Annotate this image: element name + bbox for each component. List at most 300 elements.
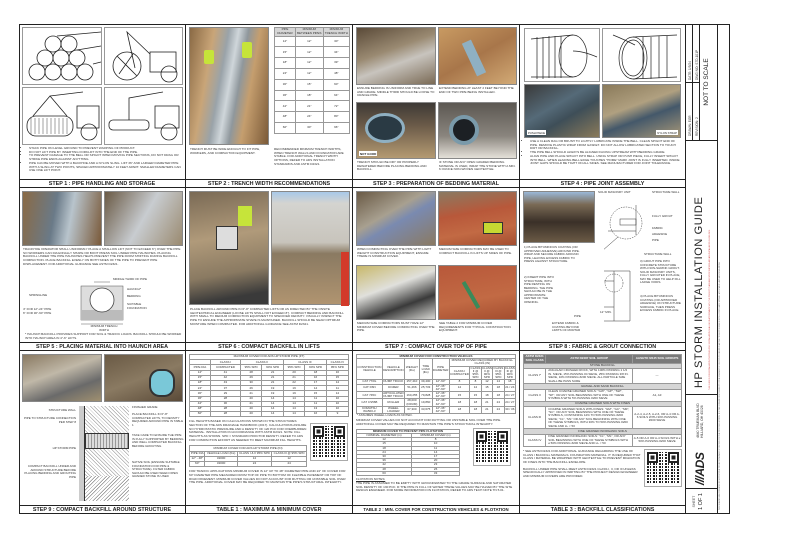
table-cell: 21" bbox=[295, 101, 323, 112]
compact-photo-4 bbox=[438, 265, 517, 320]
table-cell: 39" bbox=[323, 58, 349, 69]
table-cell: 42 bbox=[357, 463, 412, 467]
table-cell: 24" bbox=[275, 68, 296, 79]
pipe-diameter: 12"-36" bbox=[435, 391, 446, 396]
table-row bbox=[275, 68, 350, 79]
bedding-photo-3 bbox=[356, 102, 436, 159]
table-cell: 36 bbox=[357, 459, 412, 463]
table-cell: 15" bbox=[275, 47, 296, 58]
column-header: PIPE DIA bbox=[190, 365, 211, 370]
table-cell: 18 bbox=[493, 392, 504, 399]
table1-note: FILL HEIGHTS BASED ON CALCULATIONS SHOWN IN THE STRUCTURES SECTION OF THE ADS DRAINAGE HANDBOOK (2017). CALCULATIONS ASSUME NO HYDROSTATIC PRESSURE AND A DENSITY OF 120 PCF FOR OVERBURDEN MATERIAL. INSTALLATION IN ACCORDANCE WITH ASTM D2321. NOTE: FILL HEIGHTS AS SHOWN. SPD = STANDARD PROCTOR DENSITY. REFER TO ADS FOR COMPACTION EFFORT AS NEEDED TO MEET MAXIMUM FILL HEIGHTS. bbox=[189, 419, 307, 442]
table-cell: 160,255 bbox=[404, 392, 419, 399]
table-cell: DOZER bbox=[382, 384, 404, 391]
structure-wall-label-2: STRUCTURE WALL bbox=[644, 252, 672, 256]
table-cell: 18" bbox=[295, 90, 323, 101]
table-cell: 14 bbox=[326, 380, 348, 385]
table-cell: 21 bbox=[262, 370, 283, 375]
table-cell: 30" bbox=[323, 36, 349, 47]
table-cell: 25,733 bbox=[419, 384, 432, 391]
address-line-1: 4640 TRUEMAN BLVD bbox=[696, 403, 700, 438]
class-header: CLASS I bbox=[210, 360, 240, 365]
table-row bbox=[275, 112, 350, 123]
table-footnote: * ASSUMES WHEEL LOADS AS NOTED. bbox=[356, 413, 413, 418]
table-row bbox=[275, 79, 350, 90]
revision-block bbox=[686, 24, 717, 140]
table-cell: 22 bbox=[283, 380, 304, 385]
column-header: PIPE DIAMETER bbox=[275, 28, 296, 37]
table-cell: 48" bbox=[275, 112, 296, 123]
table-cell: ARTICULATED DUMP TRUCK bbox=[383, 391, 404, 399]
revision: REVISION: 2 bbox=[694, 117, 699, 136]
table-cell: 15 bbox=[470, 392, 481, 399]
table-cell: 41 bbox=[210, 370, 240, 375]
soil-class: CLASS III bbox=[524, 407, 546, 429]
table-cell: 36" bbox=[275, 90, 296, 101]
step6-panel bbox=[186, 188, 353, 342]
structure-backfill-diagram bbox=[79, 406, 129, 501]
table-row bbox=[275, 101, 350, 112]
table-cell: 21 / 24 bbox=[504, 384, 515, 391]
address-line-2: HILLIARD, OH 43026 bbox=[700, 405, 705, 438]
table-cell: 21 bbox=[240, 391, 261, 396]
table-cell: 12" bbox=[295, 68, 323, 79]
step5-panel bbox=[19, 188, 186, 342]
coating-note: 4) PLACE BITUMINOUS COATING (OR APPROVED ADHESIVE) ON STRUCTURE SURFACE, THEN PRESS EXCESS FABRIC IN PLACE. bbox=[640, 294, 681, 312]
column-header: CLASS I COMPACTED bbox=[449, 366, 470, 380]
table-cell: 15 bbox=[449, 392, 470, 399]
table-cell: 51,466 bbox=[404, 384, 419, 391]
column-header: CONSTRUCTION VEHICLE bbox=[357, 359, 383, 380]
table-cell: 60" bbox=[323, 79, 349, 90]
table-cell: 32000 bbox=[205, 462, 237, 467]
step6-text: PLACE BACKFILL AROUND PIPE IN 6"-8" COMPACTED LIFTS OR AS DIRECTED BY THE ONSITE GEOTECHNICAL ENGINEER (LOOSE LIFTS SHALL NOT EXCEED 8"). COMPACT BEDDING AND BACKFILL WITH SMALL TO MEDIUM COMPACTION EQUIPMENT TO SPECIFIED DENSITY. VISUALLY INSPECT THE PIPE TO ENSURE THE APPROPRIATE SHAPE IS MAINTAINED. BACKFILL SHOULD BE NEAR OPTIMUM MOISTURE WHEN COMPACTED. FOR ADDITIONAL GUIDANCE SEE ASTM D2321. bbox=[190, 307, 344, 326]
table-cell: 48 bbox=[357, 467, 412, 471]
bedding-photo-4 bbox=[438, 102, 517, 159]
pipe-diameter: 42"-60" bbox=[435, 394, 446, 399]
pipe-diameter-cell bbox=[432, 406, 449, 413]
table-cell: 39,400 bbox=[421, 379, 431, 384]
flotation-table bbox=[356, 429, 460, 476]
table-caption: MINIMUM COVER TO PREVENT PIPE FLOTATION bbox=[357, 429, 460, 433]
aashto-group: --- bbox=[633, 368, 682, 384]
table-cell: 30" bbox=[275, 79, 296, 90]
table-caption: MINIMUM COVER FOR ADS HP STORM PIPE (IN) bbox=[190, 446, 307, 451]
table-cell: 21 bbox=[283, 375, 304, 380]
insert-note: 2) INSERT PIPE INTO STRUCTURE, WITH PIPE RESTING ON BEDDING. THE PIPE SHOULD BE IN THE APPROXIMATE CENTER OF THE OPENING. bbox=[524, 275, 555, 304]
column-header: MINIMUM TRENCH WIDTH bbox=[324, 27, 348, 35]
step1-bullets bbox=[23, 147, 183, 173]
table-cell: 11 bbox=[326, 386, 348, 391]
table-cell: 14 bbox=[493, 380, 504, 384]
column-header: MINIMUM COVER (in) bbox=[412, 434, 460, 438]
connection-label: PIPE TO STRUCTURE CONNECTION PER STEP 8 bbox=[23, 416, 76, 424]
flotation-notes-title: FLOTATION NOTES: bbox=[356, 477, 386, 482]
pipe-label-2: PIPE bbox=[574, 314, 581, 318]
grout-note: 3) GROUT PIPE INTO CONCRETE STRUCTURE WITH NON-SHRINK GROUT. SOLID MASONRY UNITS, FULLY GROUTED IN PLACE, MAY BE USED TO HELP FILL LARGE VOIDS. bbox=[640, 259, 681, 284]
bedding-photo-2 bbox=[438, 27, 517, 85]
table-cell: 60 bbox=[357, 471, 412, 475]
step3-title: STEP 3 : PREPARATION OF BEDDING MATERIAL bbox=[353, 179, 520, 188]
table-cell: 12 bbox=[237, 456, 272, 461]
table-cell: 17 bbox=[412, 455, 460, 459]
soil-description: FINE GRAINED INORGANIC SOILS: "CL", "ML", OR ANY SOIL BEGINNING WITH ONE OF THESE SYMBOLS WITH ≥ 50% PASSING #200 SIEVE AND LL < 50 bbox=[546, 434, 633, 446]
step7-caption-3: MEDIUM SIZE COMPACTORS MUST HAVE 12" MINIMUM COVER BEFORE COMPACTING OVER THE PIPE. bbox=[357, 321, 435, 333]
table1-panel bbox=[186, 351, 353, 505]
table-cell: 18 bbox=[357, 446, 412, 450]
haunch-photo-1 bbox=[22, 191, 102, 246]
table-cell: 19 bbox=[262, 391, 283, 396]
table-row bbox=[275, 28, 350, 37]
group-heading: GRAVEL AND SAND BACKFILL bbox=[524, 384, 682, 389]
table-cell: 12 bbox=[272, 456, 307, 461]
table-cell: 12" bbox=[275, 36, 296, 47]
table-cell: 14 bbox=[283, 412, 304, 417]
table-cell: 30 bbox=[210, 401, 240, 406]
qr-code bbox=[474, 429, 510, 465]
table-cell: 8 bbox=[449, 380, 470, 384]
table-cell: 28 bbox=[210, 406, 240, 411]
table-cell: 14 bbox=[305, 386, 326, 391]
table3-note-1: * SEE ASTM D2321 FOR ADDITIONAL GUIDANCE REGARDING THE USE OF CLASS I BACKFILL MATERIALS. FOUNDATION MATERIAL. IT IS REQUIRED THAT CLASS I MATERIAL BE WRAPPED WITH GEOTEXTILE TO PREVENT MIGRATION OF FINES INTO THE BACKFILL ENVELOPE. bbox=[523, 448, 641, 464]
column-header: COMPACTED bbox=[210, 365, 240, 370]
red-note: THIS GUIDE IS FOR INSTALLATION PURPOSES ONLY. INSTALLATION SHALL BE IN ACCORDANCE WITH THE PROJECT PLANS AND SPECIFICATIONS AND ADS INSTALLATION GUIDELINES. bbox=[709, 229, 711, 390]
table-cell: 12 bbox=[357, 438, 412, 442]
column-header: WEIGHT (lbs) bbox=[404, 359, 419, 380]
structure-wall-label: STRUCTURE WALL bbox=[48, 408, 76, 412]
table3-title: TABLE 3 : BACKFILL CLASSIFICATIONS bbox=[520, 505, 686, 514]
table-cell: 18 bbox=[449, 406, 470, 413]
table-cell: 26 bbox=[412, 467, 460, 471]
table-cell: 32000 bbox=[205, 456, 237, 461]
place-backfill-label: PLACE BACKFILL IN 6"-8" COMPACTED LIFTS, TO DENSITY REQUIRED AROUND PIPE IN TABLE 1 bbox=[132, 412, 184, 427]
column-header: PIPE DIA bbox=[190, 451, 204, 456]
table-cell: 28 bbox=[240, 370, 261, 375]
table-cell: 29 bbox=[210, 391, 240, 396]
structure-photo-2 bbox=[104, 354, 183, 402]
backfill-class-table bbox=[523, 354, 682, 447]
table-cell: CAT CS56B bbox=[357, 399, 383, 406]
forklift-warning-drawing bbox=[104, 27, 183, 85]
column-header: NOMINAL DIAMETER (in) bbox=[357, 434, 412, 438]
table-cell: 42" bbox=[190, 401, 211, 406]
table-row bbox=[357, 359, 516, 366]
group-heading: COARSE GRAINED SOILS WITH FINES bbox=[524, 401, 682, 406]
aashto-group: A1, A3 bbox=[633, 389, 682, 401]
pipe-stack-drawing bbox=[22, 27, 102, 85]
table-cell: 19 bbox=[283, 386, 304, 391]
step7-caption-2: MEDIUM SIZE COMPACTORS MAY BE USED TO COMPACT BACKFILL IN LIFTS UP SIDES OF PIPE. bbox=[439, 247, 512, 255]
grout-label: FULLY GROUT bbox=[652, 214, 673, 218]
backfill-lifts-photo bbox=[271, 191, 350, 305]
table1-title: TABLE 1 : MAXIMUM & MINIMUM COVER bbox=[186, 505, 353, 514]
table-cell: 12" bbox=[190, 370, 211, 375]
table-cell: 15" bbox=[190, 375, 211, 380]
table-cell: 33 bbox=[412, 471, 460, 475]
pipe-label: PIPE bbox=[652, 238, 659, 242]
column-header: CLASS II @ 95% SPD bbox=[470, 365, 481, 380]
table-cell: 19 bbox=[283, 391, 304, 396]
bullet: • TO PREVENT DAMAGE TO THE BELL OR SPIGOT WHEN MOVING PIPE SECTIONS, DO NOT DRAG OR STRIKE PIPE ENDS AGAINST ANYTHING. bbox=[29, 154, 183, 161]
table-cell: 42" bbox=[275, 101, 296, 112]
table-cell: 8 bbox=[412, 438, 460, 442]
table-row bbox=[524, 407, 682, 429]
masonry-label: SOLID MASONRY UNIT bbox=[598, 190, 631, 194]
table-cell: 14 bbox=[283, 401, 304, 406]
compact-label: COMPACT BACKFILL UNDER AND AROUND STRUCTURE BEFORE PLACING BEDDING AND GROUTING PIPE bbox=[24, 464, 76, 479]
table-cell: 18 bbox=[493, 384, 504, 391]
push-piece-photo bbox=[524, 84, 600, 138]
table-cell: 43 bbox=[210, 380, 240, 385]
step3-caption-3: TRENCH SHOULD BE DRY OR PROPERLY DEWATERED BEFORE PLACING BEDDING AND BACKFILL. bbox=[357, 160, 427, 172]
soil-description: CLEAN COARSE GRAINED SOILS: "GW", "GP", "SW", "SP", OR ANY SOIL BEGINNING WITH ONE OF THESE SYMBOLS WITH 5% PASSING #200 SIEVE bbox=[546, 389, 633, 401]
table-cell: 12" - 48" bbox=[191, 456, 203, 461]
column-header: ASTM D2487 SOIL GROUP bbox=[546, 355, 633, 364]
table-cell: 30" bbox=[190, 391, 211, 396]
bullet: • DO NOT LIFT PIPE BY INSERTING FORKLIFT INTO THE END OF THE PIPE. bbox=[29, 151, 183, 155]
table-cell: 80" bbox=[323, 112, 349, 123]
pipe-diameter: 42"-60" bbox=[435, 409, 446, 414]
trench-photo bbox=[189, 27, 269, 145]
table-cell: 18 bbox=[449, 399, 470, 406]
class-header: CLASS IV bbox=[326, 360, 348, 365]
column-header: ASTM D2321 SOIL CLASS bbox=[524, 355, 546, 364]
table-cell: 12 bbox=[449, 384, 470, 391]
haunch-photo-2 bbox=[104, 191, 183, 246]
soil-class: CLASS IV bbox=[524, 434, 546, 446]
compactor-photo bbox=[189, 191, 269, 305]
foundation-label: SUITABLE FOUNDATION bbox=[127, 302, 147, 310]
column-header: 90% SPD bbox=[262, 365, 283, 370]
table-cell: 23 bbox=[412, 463, 460, 467]
pipe-diameter: 42"-60" bbox=[435, 386, 446, 391]
sheet-box bbox=[686, 488, 717, 514]
table-cell: 24 / 27 bbox=[504, 392, 515, 399]
nylon-strap-photo bbox=[602, 84, 681, 138]
table-cell: 11 bbox=[412, 446, 460, 450]
sheet-label: SHEET bbox=[692, 495, 696, 508]
table-row bbox=[357, 414, 516, 418]
table-cell: 12 bbox=[470, 384, 481, 391]
step3-panel bbox=[353, 24, 520, 179]
nylon-strap-tag: NYLON STRAP bbox=[657, 130, 677, 135]
step6-title: STEP 6 : COMPACT BACKFILL IN LIFTS bbox=[186, 342, 353, 351]
step5-text: TRACKHOE OPERATOR SHALL UNIFORMLY PLACE A SHALLOW LIFT (NOT TO EXCEED 6") OVER THE PIPE SO WORKERS CAN DIAGONALLY SHAPE OR BOOT PRESS SOIL UNDER PIPE HAUNCHES. PLACING BACKFILL UNDER THE PIPE HAUNCHES HELPS PREVENT THE PIPE FROM SHIFTING DURING BACKFILL COMPACTION. PLACE BACKFILL EVENLY ON BOTH SIDES OF THE PIPE TO PREVENT PIPE DISPLACEMENT. FOR ADDITIONAL GUIDANCE SEE ASTM D2321. bbox=[23, 247, 181, 266]
aashto-group: A-5 OR A-6 OR A-4 SOILS WITH ≥ 50% PASSING #200 SIEVE bbox=[633, 434, 682, 446]
table-cell: 21 bbox=[262, 380, 283, 385]
table-cell: CAT 745C bbox=[357, 392, 383, 399]
table-cell: 14 bbox=[262, 401, 283, 406]
table-cell: 14 bbox=[283, 406, 304, 411]
table-cell: 16 bbox=[305, 375, 326, 380]
table-cell: 18 bbox=[470, 399, 481, 406]
table-cell: 14 bbox=[412, 450, 460, 454]
step3-caption-4: IF STONE OR ANY OPEN GRADED BEDDING MATERIAL IS USED, WRAP THE STONE WITH A MIN. 6 OUNCE NON-WOVEN GEOTEXTILE. bbox=[439, 160, 516, 172]
table-cell: 28 bbox=[210, 412, 240, 417]
column-header: CLASS III @ 95% SPD bbox=[493, 365, 504, 380]
step3-caption-1: ENSURE BEDDING IS UNIFORM AND TRUE TO LINE AND GRADE. MIDDLE THIRD SHOULD BE LOOSE TO CRADLE PIPE. bbox=[357, 86, 435, 98]
table-cell: 24" bbox=[295, 112, 323, 123]
structure-connection-photo bbox=[523, 191, 595, 243]
sheet-title: HP STORM INSTALLATION GUIDE bbox=[693, 196, 705, 388]
pipe-diameter: 42"-60" bbox=[435, 401, 446, 406]
table-cell: 37 bbox=[210, 386, 240, 391]
table-row bbox=[190, 412, 349, 417]
table-row bbox=[190, 462, 307, 467]
step5-title: STEP 5 : PLACING MATERIAL INTO HAUNCH AREA bbox=[19, 342, 186, 351]
column-header: VEHICLE LOAD (lbs) bbox=[206, 451, 236, 456]
step2-panel bbox=[186, 24, 353, 179]
table-cell: 24 bbox=[237, 462, 272, 467]
column-header: AASHTO M145 SOIL GROUPS bbox=[633, 355, 682, 364]
column-header: CLASS I & II 95% SPD bbox=[239, 451, 270, 456]
table-cell: 14 bbox=[326, 391, 348, 396]
step1-panel bbox=[19, 24, 186, 179]
table-row bbox=[357, 471, 460, 475]
step2-caption-right: RECOMMENDED MINIMUM TRENCH WIDTHS, WHEN TRENCH WALLS AND FOUNDATION ARE STABLE. FOR ADDITIONAL TRENCH WIDTH OPTIONS, REFER TO ADS INSTALLATION STANDARDS AND ASTM D2321. bbox=[274, 147, 344, 166]
table-cell: 157,410 bbox=[404, 380, 419, 384]
step9-panel bbox=[19, 351, 186, 505]
push-piece-tag: PUSH PIECE bbox=[528, 130, 545, 135]
table-cell: 10 bbox=[326, 396, 348, 401]
step2-title: STEP 2 : TRENCH WIDTH RECOMMENDATIONS bbox=[186, 179, 353, 188]
sling-lift-drawing bbox=[22, 87, 102, 145]
step8-title: STEP 8 : FABRIC & GROUT CONNECTION bbox=[520, 342, 686, 351]
table-cell: ROLLER bbox=[382, 399, 404, 406]
bullet: • ALIGN PIPE AND PLACE SPIGOT INTO BELL. USING STRAP OR PUSH PIECE, FULLY INSERT SPIGOT INTO BELL. WHEN LEADING BELL EDGE TOUCHES "HOME" MARK JOINT IS FULLY INSERTED. INSIDE JOINT GAPS SHOULD BE TIGHT ON ALL SIDES. SEE MANUFACTURER FOR JOINT TOLERANCE. bbox=[530, 155, 682, 166]
table-cell: 18" bbox=[275, 58, 296, 69]
table-cell: 33,675 bbox=[419, 406, 432, 413]
table-cell: 21 bbox=[262, 375, 283, 380]
bedding-photo-1 bbox=[356, 27, 436, 85]
table-cell: 34" bbox=[323, 47, 349, 58]
table-row bbox=[275, 58, 350, 69]
table-cell: 14 bbox=[262, 406, 283, 411]
flotation-notes bbox=[356, 478, 516, 493]
class-header: CLASS II bbox=[240, 360, 283, 365]
table-cell: 14 bbox=[262, 396, 283, 401]
pipe-diameter: 12"-36" bbox=[435, 405, 446, 410]
table-cell: 20 bbox=[240, 406, 261, 411]
soil-class: CLASS I* bbox=[524, 368, 546, 384]
not-good-tag: NOT GOOD bbox=[360, 151, 377, 156]
table-caption: MAXIMUM COVER FOR ADS HP STORM PIPE (FT) bbox=[190, 355, 349, 360]
take-care-label: TAKE CARE TO ENSURE THE PIPE IS FULLY SUPPORTED BY BEDDING AND WELL COMPACTED BACKFILL BEFORE GROUTING bbox=[132, 433, 184, 448]
class-header: CLASS III bbox=[283, 360, 326, 365]
table-cell: 10 bbox=[326, 401, 348, 406]
trench-width-table bbox=[274, 27, 350, 134]
table-cell: 15 bbox=[326, 375, 348, 380]
table-cell: 14 bbox=[283, 396, 304, 401]
construction-vehicle-table bbox=[356, 354, 516, 417]
step4-panel bbox=[520, 24, 686, 179]
pipe-diameter: 12"-36" bbox=[435, 383, 446, 388]
drawn-by: DRAWN: EGR bbox=[687, 115, 692, 136]
compact-photo-3 bbox=[356, 265, 436, 320]
column-header: CLASS III @ 95% SPD bbox=[273, 451, 305, 456]
table-cell: 60" bbox=[190, 462, 205, 467]
step7-caption-1: WHEN COMPACTING OVER THE PIPE WITH LIGHT WEIGHT CONSTRUCTION EQUIPMENT, ENSURE THERE IS MINIMUM COVER. bbox=[357, 247, 432, 259]
soil-description: ANGULAR CRUSHED ROCK, WITH 100% PASSING 1 1/2 IN. SIEVE, 15% PASSING #4 SIEVE, 25% PASSING 3/8 IN. SIEVE, 10% PASSING #200 SIEVE. ALL PARTICLE SIZE SHALL BE PASS SURE bbox=[546, 368, 633, 384]
dwg-no: DWG NO: STD-101P bbox=[694, 49, 699, 80]
disclaimer-strip bbox=[718, 24, 730, 514]
table-cell: 72" bbox=[323, 101, 349, 112]
table-cell: 20 bbox=[240, 396, 261, 401]
table-cell: 18 bbox=[305, 370, 326, 375]
adhesive-label: ADHESIVE bbox=[652, 232, 668, 236]
gasket-drawing bbox=[602, 28, 681, 82]
table-cell: 48" bbox=[323, 68, 349, 79]
table-row bbox=[524, 389, 682, 401]
table-cell: 15" bbox=[295, 79, 323, 90]
column-header: CLASS II @ 90% SPD bbox=[481, 365, 492, 380]
step4-bullets bbox=[524, 140, 682, 166]
table-cell: 18 bbox=[470, 406, 481, 413]
table2-title: TABLE 2 : MIN. COVER FOR CONSTRUCTION VEHICLES & FLOTATION bbox=[353, 505, 520, 514]
table-cell: 67,300 bbox=[404, 406, 419, 413]
table-cell: 12" bbox=[295, 47, 323, 58]
table-cell: 29 bbox=[240, 375, 261, 380]
step7-panel bbox=[353, 188, 520, 342]
compact-photo-2 bbox=[438, 191, 517, 246]
bedding-depth-label: 4" FOR 12"-24" PIPE 6" FOR 30"-60" PIPE bbox=[23, 307, 52, 315]
bullet: • USE A CLEAN RAG OR BRUSH TO LIGHTLY LUBRICATE INSIDE THE BELL. CLEAN SPIGOT END OF PIPE. REMOVE PLASTIC WRAP FROM GASKET. DO NOT ALLOW LUBRICATED SECTION TO TOUCH DIRT OR BACKFILL. bbox=[530, 140, 682, 151]
column-header: VEHICLE DESCRIPTION bbox=[382, 359, 404, 380]
table1-min-note: FOR TRAFFIC APPLICATIONS MINIMUM COVER IS 12" UP TO 48" DIAMETER PIPE AND 24" OF COVER FOR 60" DIAMETER PIPE MEASURED FROM TOP OF PIPE TO BOTTOM OF FLEXIBLE PAVEMENT OR TOP OF RIGID PAVEMENT. MINIMUM COVER VALUES DO NOT ACCOUNT FOR RUTTING OR UNSTABLE SOIL OVER THE PIPE. ADDITIONAL COVER MAY BE REQUIRED TO MAINTAIN THE PIPE'S STRUCTURAL INTEGRITY. bbox=[189, 469, 346, 485]
table-cell: 12 bbox=[481, 380, 492, 384]
column-header: MINIMUM BETWEEN PIPES bbox=[297, 27, 322, 35]
compact-photo-1 bbox=[356, 191, 436, 246]
title-block bbox=[686, 24, 718, 514]
table-cell: KOMATSU WA500-3 bbox=[357, 406, 383, 413]
table-cell: 13 bbox=[305, 406, 326, 411]
table-cell: 30 bbox=[357, 455, 412, 459]
table-cell: 96" bbox=[323, 122, 349, 133]
table-cell: 17 bbox=[305, 380, 326, 385]
structure-wall-label: STRUCTURE WALL bbox=[652, 190, 680, 194]
bedding-label: BEDDING bbox=[127, 294, 141, 298]
table3-note-2: BACKFILL UNDER PIPE SHALL MEET ASTM D2321 CLASS I, II, OR III UNLESS SPECIFICALLY APPROVED IN WRITING BY THE PROJECT DESIGN ENGINEER AND MINIMUM COVERS ARE PROVIDED. bbox=[523, 466, 638, 479]
table-cell: 26 bbox=[240, 386, 261, 391]
step7-title: STEP 7 : COMPACT OVER TOP OF PIPE bbox=[353, 342, 520, 351]
table2-note: MINIMUM COVER VALUES DO NOT ACCOUNT FOR RUTTING OR UNSTABLE SOIL OVER THE PIPE. ADDITIONAL COVER MAY BE REQUIRED TO MAINTAIN THE PIPE'S STRUCTURAL INTEGRITY. bbox=[356, 418, 502, 427]
table-cell: 12" bbox=[295, 36, 323, 47]
table-cell: 10 bbox=[412, 442, 460, 446]
step1-title: STEP 1 : PIPE HANDLING AND STORAGE bbox=[19, 179, 186, 188]
table-row bbox=[524, 434, 682, 446]
table2-panel bbox=[353, 351, 520, 505]
table-cell: 10 bbox=[326, 406, 348, 411]
table-cell: 12" bbox=[295, 58, 323, 69]
table-row bbox=[275, 47, 350, 58]
bullet: • STACK PIPE ON LEVEL GROUND TO PREVENT WARPING OF PRODUCT. bbox=[29, 147, 183, 151]
table-cell: 28,000 (DRUM) bbox=[406, 398, 418, 406]
table-cell: 36" bbox=[190, 396, 211, 401]
table-cell: 42 bbox=[210, 375, 240, 380]
lubricate-bell-drawing bbox=[524, 28, 600, 82]
min-label: 12" MIN. bbox=[600, 310, 612, 314]
table-cell: 24 bbox=[272, 462, 307, 467]
table-cell: 9 bbox=[326, 412, 348, 417]
column-header: CLASS III @ 90% SPD bbox=[504, 365, 515, 380]
table-cell: DUMP TRUCK bbox=[383, 379, 404, 384]
aashto-group: A-2-4, A-2-5, A-2-6, OR A-4 OR A-6 SOILS WITH 30% PASSING #200 SIEVE bbox=[633, 407, 682, 429]
table-cell: 64" bbox=[323, 90, 349, 101]
table-cell: 15 bbox=[357, 442, 412, 446]
table-cell: WHEEL LOADER bbox=[382, 406, 404, 413]
table-row bbox=[524, 355, 682, 364]
table-cell: 60" bbox=[190, 412, 211, 417]
